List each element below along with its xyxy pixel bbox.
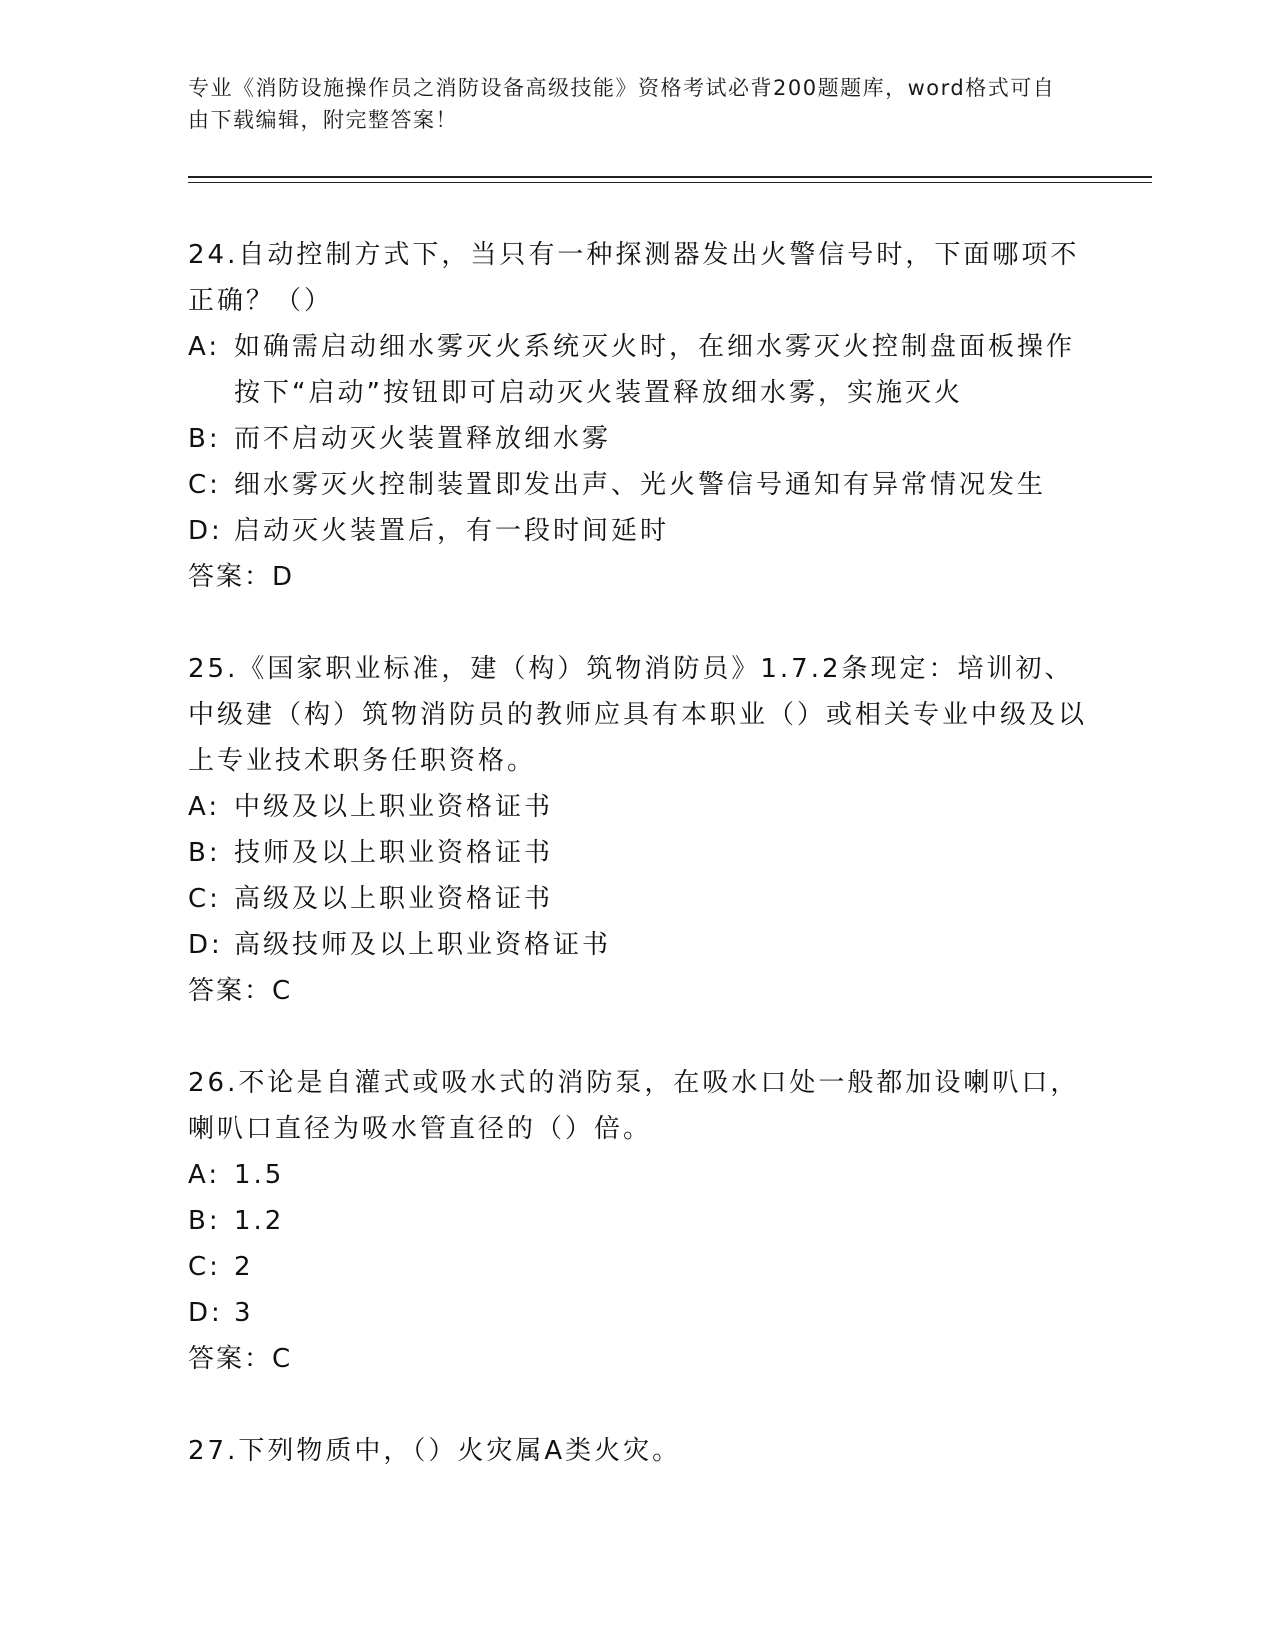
option-letter: B: [188,424,221,454]
option-letter: A: [188,1160,221,1190]
option-letter: A: [188,792,221,822]
option-text: 1.2 [234,1206,285,1236]
question-text: 25.《国家职业标准，建（构）筑物消防员》1.7.2条现定：培训初、中级建（构）筑物消防员的教师应具有本职业（）或相关专业中级及以上专业技术职务任职资格。 [188,654,1088,776]
option-text: 3 [234,1298,254,1328]
header-divider-thin [188,182,1152,183]
option-a [188,324,1088,416]
option-b [188,1198,1088,1244]
answer: 答案：C [188,1344,293,1374]
option-c [188,876,1088,922]
answer: 答案：D [188,562,295,592]
option-letter: C: [188,470,221,500]
option-text: 高级技师及以上职业资格证书 [234,930,612,960]
page-header: 专业《消防设施操作员之消防设备高级技能》资格考试必背200题题库，word格式可自由下载编辑，附完整答案！ [188,76,1056,132]
header-divider-thick [188,176,1152,178]
option-text: 高级及以上职业资格证书 [234,884,554,914]
question-text: 27.下列物质中，（）火灾属A类火灾。 [188,1436,682,1466]
question-24 [188,232,1088,600]
option-d [188,508,1088,554]
option-text: 细水雾灭火控制装置即发出声、光火警信号通知有异常情况发生 [234,470,1047,500]
option-b [188,830,1088,876]
option-text: 1.5 [234,1160,285,1190]
option-text: 启动灭火装置后，有一段时间延时 [234,516,670,546]
option-text: 技师及以上职业资格证书 [234,838,554,868]
question-27 [188,1428,1088,1474]
answer: 答案：C [188,976,293,1006]
option-text: 2 [234,1252,254,1282]
question-list [188,232,1088,1520]
option-c [188,462,1088,508]
option-c [188,1244,1088,1290]
question-25 [188,646,1088,1014]
question-text: 26.不论是自灌式或吸水式的消防泵，在吸水口处一般都加设喇叭口，喇叭口直径为吸水管直径的（）倍。 [188,1068,1080,1144]
option-letter: D: [188,930,223,960]
option-d [188,1290,1088,1336]
option-b [188,416,1088,462]
option-letter: B: [188,1206,221,1236]
option-letter: C: [188,884,221,914]
option-text: 中级及以上职业资格证书 [234,792,554,822]
option-a [188,784,1088,830]
option-letter: A: [188,332,221,362]
option-a [188,1152,1088,1198]
option-letter: D: [188,516,223,546]
option-d [188,922,1088,968]
question-text: 24.自动控制方式下，当只有一种探测器发出火警信号时，下面哪项不正确？（） [188,240,1080,316]
option-letter: B: [188,838,221,868]
option-letter: C: [188,1252,221,1282]
option-letter: D: [188,1298,223,1328]
option-text: 如确需启动细水雾灭火系统灭火时，在细水雾灭火控制盘面板操作按下“启动”按钮即可启动灭火装置释放细水雾，实施灭火 [234,332,1076,408]
option-text: 而不启动灭火装置释放细水雾 [234,424,612,454]
question-26 [188,1060,1088,1382]
